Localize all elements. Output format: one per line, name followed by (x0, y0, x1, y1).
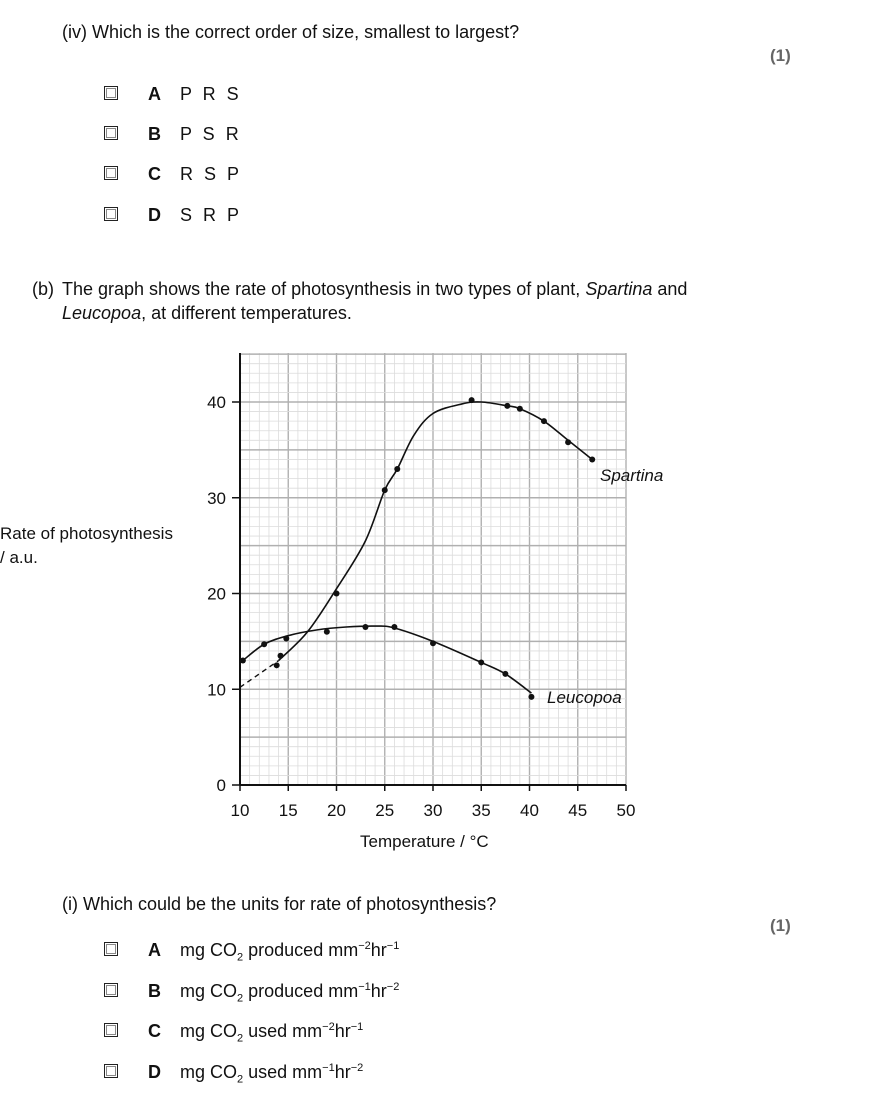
option-text: R S P (180, 164, 243, 184)
leucopoa-point (324, 629, 330, 635)
option-text: mg $CO_2$ used $mm^{-2}hr^{-1}$ (180, 1021, 364, 1045)
x-tick-label: 25 (375, 801, 395, 820)
question-b-line1: The graph shows the rate of photosynthesis in two types of plant, Spartina and (62, 279, 688, 299)
y-axis-label-line1: Rate of photosynthesis (0, 524, 173, 543)
series-label-leucopoa: Leucopoa (547, 688, 622, 707)
option-text: mg $CO_2$ produced $mm^{-1}hr^{-2}$ (180, 981, 400, 1005)
marks-i: (1) (770, 916, 791, 935)
option-text: S R P (180, 205, 243, 225)
leucopoa-point (240, 658, 246, 664)
leucopoa-point (502, 671, 508, 677)
y-tick-label: 10 (207, 680, 226, 700)
option-text: mg $CO_2$ used $mm^{-1}hr^{-2}$ (180, 1062, 364, 1086)
spartina-point (278, 653, 284, 659)
y-tick-label: 30 (207, 488, 226, 508)
leucopoa-point (430, 640, 436, 646)
question-iv-text: (iv) Which is the correct order of size, smallest to largest? (62, 22, 520, 42)
y-tick-label: 40 (207, 393, 226, 412)
spartina-point (517, 406, 523, 412)
x-tick-label: 30 (423, 801, 443, 820)
option-letter: B (148, 981, 161, 1001)
x-tick-label: 40 (520, 801, 539, 820)
question-b-prefix: (b) (32, 279, 54, 299)
question-i-text: (i) Which could be the units for rate of photosynthesis? (62, 894, 497, 914)
checkbox[interactable] (104, 1064, 118, 1078)
option-letter: D (148, 1062, 161, 1082)
spartina-point (394, 466, 400, 472)
chart-axes (207, 353, 635, 820)
x-tick-label: 45 (568, 801, 588, 820)
chart-series (240, 397, 595, 700)
spartina-point (565, 439, 571, 445)
x-tick-label: 35 (471, 801, 491, 820)
marks-iv: (1) (770, 46, 791, 65)
option-text: mg $CO_2$ produced $mm^{-2}hr^{-1}$ (180, 940, 400, 964)
leucopoa-point (478, 659, 484, 665)
series-label-spartina: Spartina (600, 466, 664, 485)
x-tick-label: 50 (616, 801, 636, 820)
leucopoa-point (391, 624, 397, 630)
leucopoa-point (362, 624, 368, 630)
option-text: P S R (180, 124, 242, 144)
leucopoa-point (261, 641, 267, 647)
spartina-point (541, 418, 547, 424)
x-tick-label: 15 (278, 801, 298, 820)
question-b-line2: Leucopoa, at different temperatures. (62, 303, 352, 323)
y-tick-label: 20 (207, 584, 226, 604)
spartina-point (469, 397, 475, 403)
spartina-point (334, 591, 340, 597)
option-text: P R S (180, 84, 242, 104)
x-axis-label: Temperature / °C (360, 832, 489, 851)
leucopoa-point (283, 636, 289, 642)
option-letter: C (148, 164, 161, 184)
leucopoa-point (528, 694, 534, 700)
y-tick-label: 0 (216, 776, 226, 795)
spartina-point (382, 487, 388, 493)
spartina-point (274, 662, 280, 668)
option-letter: B (148, 124, 161, 144)
checkbox[interactable] (104, 983, 118, 997)
spartina-point (504, 403, 510, 409)
checkbox[interactable] (104, 942, 118, 956)
chart-grid (240, 353, 626, 785)
y-axis-label-line2: / a.u. (0, 548, 38, 567)
x-tick-label: 10 (230, 801, 250, 820)
x-tick-label: 20 (327, 801, 346, 820)
spartina-point (589, 456, 595, 462)
option-letter: C (148, 1021, 161, 1041)
checkbox[interactable] (104, 1023, 118, 1037)
option-letter: A (148, 84, 161, 104)
option-letter: A (148, 940, 161, 960)
option-letter: D (148, 205, 161, 225)
